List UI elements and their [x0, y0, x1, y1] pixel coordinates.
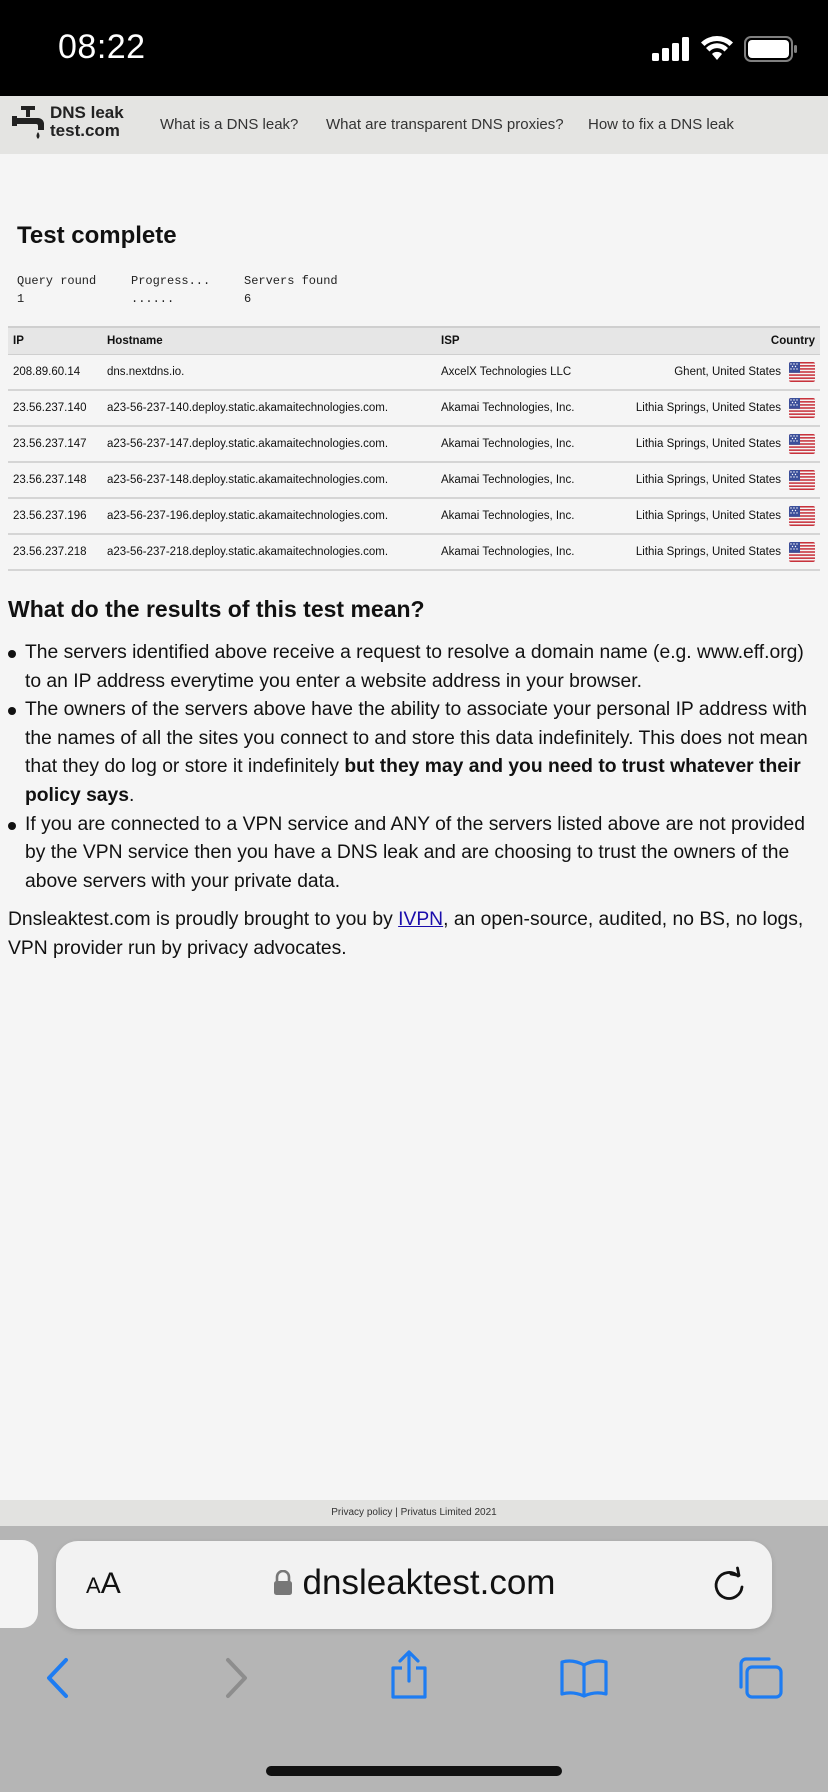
- bullet2-bold: but they may and you need to trust whatever their policy says: [25, 756, 801, 806]
- cell-isp: Akamai Technologies, Inc.: [436, 498, 596, 534]
- table-row: [8, 462, 820, 498]
- aa-big: A: [100, 1567, 121, 1600]
- list-item: The servers identified above receive a request to resolve a domain name (e.g. www.eff.org) to an IP address everytime you enter a website address in your browser.: [8, 639, 820, 696]
- ivpn-link[interactable]: IVPN: [398, 909, 444, 931]
- logo-line-2: test.com: [50, 121, 120, 140]
- site-footer: [0, 1500, 828, 1526]
- us-flag-icon: [789, 362, 815, 382]
- browser-chrome: [0, 1526, 828, 1792]
- forward-button[interactable]: [224, 1656, 250, 1705]
- col-header-isp: ISP: [436, 327, 596, 354]
- bullet2-text: The owners of the servers above have the ability to associate your personal IP address with the names of all the sites you connect to and store this data indefinitely. This does not mean that they do log or store it indefinitely: [25, 699, 808, 778]
- results-table: [8, 326, 820, 571]
- address-bar[interactable]: [56, 1541, 772, 1629]
- us-flag-icon: [789, 506, 815, 526]
- site-logo[interactable]: [12, 104, 124, 140]
- cell-isp: Akamai Technologies, Inc.: [436, 534, 596, 570]
- cell-country: [596, 534, 820, 570]
- bullet2-end: .: [128, 784, 135, 806]
- site-header: [0, 96, 828, 154]
- lock-icon: [273, 1570, 293, 1596]
- share-icon: [388, 1650, 430, 1700]
- chevron-right-icon: [224, 1656, 250, 1700]
- us-flag-icon: [789, 542, 815, 562]
- status-bar: [0, 0, 828, 96]
- cell-hostname: a23-56-237-218.deploy.static.akamaitechnologies.com.: [102, 534, 436, 570]
- nav-how-to-fix[interactable]: How to fix a DNS leak: [588, 116, 734, 133]
- country-text: Lithia Springs, United States: [635, 402, 781, 415]
- cell-hostname: a23-56-237-196.deploy.static.akamaitechnologies.com.: [102, 498, 436, 534]
- book-icon: [559, 1658, 609, 1698]
- credit-after: , an open-source, audited, no BS, no logs, VPN provider run by privacy advocates.: [8, 909, 804, 959]
- bookmarks-button[interactable]: [559, 1658, 609, 1703]
- explanation-list: [8, 639, 820, 896]
- aa-small: A: [86, 1573, 101, 1598]
- servers-found-label: Servers found: [244, 274, 338, 288]
- previous-tab-card[interactable]: [0, 1540, 38, 1628]
- col-header-ip: IP: [8, 327, 102, 354]
- cell-country: [596, 462, 820, 498]
- battery-icon: [744, 36, 798, 62]
- signal-icon: [652, 37, 690, 61]
- cell-ip: 208.89.60.14: [8, 354, 102, 390]
- logo-line-1: DNS leak: [50, 103, 124, 122]
- progress-label: Progress...: [131, 274, 211, 288]
- query-round-label: Query round: [17, 274, 97, 288]
- table-row: [8, 354, 820, 390]
- home-indicator: [266, 1766, 562, 1776]
- us-flag-icon: [789, 398, 815, 418]
- table-header-row: [8, 327, 820, 354]
- cell-isp: Akamai Technologies, Inc.: [436, 462, 596, 498]
- cell-country: [596, 354, 820, 390]
- country-text: Lithia Springs, United States: [635, 438, 781, 451]
- explanation-heading: What do the results of this test mean?: [8, 596, 425, 622]
- cell-hostname: dns.nextdns.io.: [102, 354, 436, 390]
- tabs-icon: [736, 1656, 784, 1700]
- cell-country: [596, 498, 820, 534]
- page-title: Test complete: [17, 222, 177, 249]
- cell-ip: 23.56.237.148: [8, 462, 102, 498]
- wifi-icon: [700, 36, 734, 62]
- cell-ip: 23.56.237.140: [8, 390, 102, 426]
- servers-found-value: 6: [244, 292, 252, 306]
- cell-hostname: a23-56-237-148.deploy.static.akamaitechnologies.com.: [102, 462, 436, 498]
- country-text: Lithia Springs, United States: [635, 474, 781, 487]
- cell-hostname: a23-56-237-147.deploy.static.akamaitechnologies.com.: [102, 426, 436, 462]
- col-header-hostname: Hostname: [102, 327, 436, 354]
- cell-ip: 23.56.237.218: [8, 534, 102, 570]
- col-header-country: Country: [596, 327, 820, 354]
- credit-before: Dnsleaktest.com is proudly brought to you by: [8, 909, 399, 931]
- cell-isp: AxcelX Technologies LLC: [436, 354, 596, 390]
- us-flag-icon: [789, 434, 815, 454]
- chevron-left-icon: [44, 1656, 70, 1700]
- table-row: [8, 534, 820, 570]
- table-row: [8, 390, 820, 426]
- explanation-section: [8, 596, 820, 964]
- share-button[interactable]: [388, 1650, 430, 1705]
- cell-isp: Akamai Technologies, Inc.: [436, 390, 596, 426]
- footer-company: Privatus Limited 2021: [400, 1507, 497, 1518]
- cell-ip: 23.56.237.196: [8, 498, 102, 534]
- cell-country: [596, 426, 820, 462]
- credit-paragraph: [8, 906, 820, 963]
- progress-value: ......: [131, 292, 175, 306]
- list-item: [8, 696, 820, 810]
- url-display[interactable]: [56, 1563, 772, 1603]
- cell-country: [596, 390, 820, 426]
- status-icons: [652, 36, 798, 62]
- reload-icon: [712, 1566, 746, 1602]
- footer-separator: |: [392, 1507, 401, 1518]
- back-button[interactable]: [44, 1656, 70, 1705]
- reload-button[interactable]: [712, 1566, 746, 1607]
- logo-text: [50, 104, 124, 140]
- nav-what-is-dns-leak[interactable]: What is a DNS leak?: [160, 116, 299, 133]
- table-row: [8, 426, 820, 462]
- country-text: Ghent, United States: [674, 365, 781, 378]
- table-row: [8, 498, 820, 534]
- faucet-logo-icon: [12, 104, 46, 140]
- cell-ip: 23.56.237.147: [8, 426, 102, 462]
- cell-hostname: a23-56-237-140.deploy.static.akamaitechnologies.com.: [102, 390, 436, 426]
- country-text: Lithia Springs, United States: [635, 510, 781, 523]
- status-time: 08:22: [58, 28, 146, 66]
- cell-isp: Akamai Technologies, Inc.: [436, 426, 596, 462]
- privacy-policy-link[interactable]: Privacy policy: [331, 1507, 393, 1518]
- us-flag-icon: [789, 470, 815, 490]
- nav-transparent-dns-proxies[interactable]: What are transparent DNS proxies?: [326, 116, 564, 133]
- country-text: Lithia Springs, United States: [635, 546, 781, 559]
- tabs-button[interactable]: [736, 1656, 784, 1705]
- query-round-value: 1: [17, 292, 25, 306]
- url-text: dnsleaktest.com: [302, 1563, 556, 1602]
- list-item: If you are connected to a VPN service and ANY of the servers listed above are not provided by the VPN service then you have a DNS leak and are choosing to trust the owners of the above servers with your private data.: [8, 811, 820, 897]
